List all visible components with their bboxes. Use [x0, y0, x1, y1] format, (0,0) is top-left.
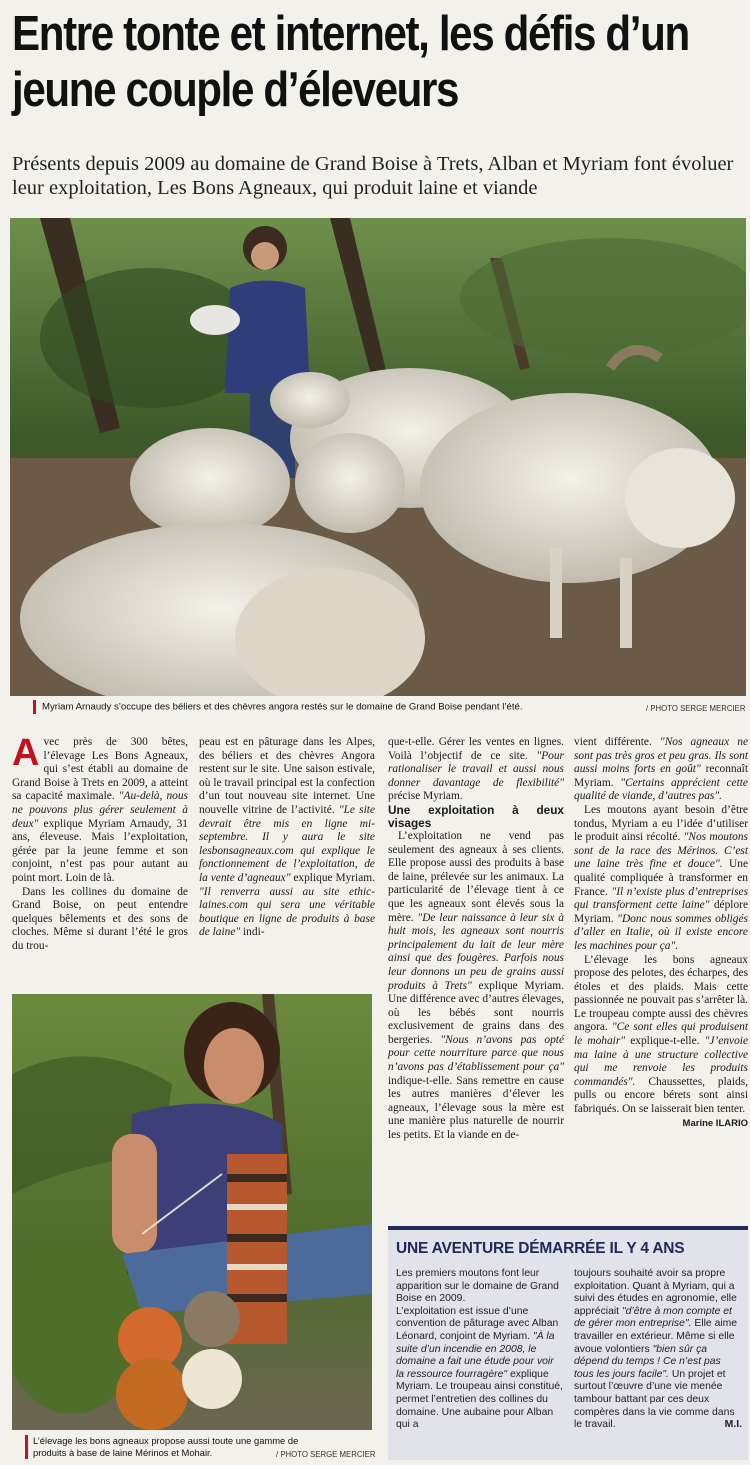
sidebar-column-left [396, 1268, 564, 1432]
col3-text-e: indique-t-elle. Sans remettre en cause les autres manières d’élever les agneaux, l’élevage sous la mère est une manière plus naturelle de nourrir les petits. Et la viande en de- [388, 1074, 564, 1142]
col4-quote-5: "Donc nous sommes obligés d’aller en Italie, où il existe encore les machines pour ça". [574, 912, 748, 952]
col4-text-a: vient différente. [574, 736, 660, 748]
sidebar-right-p1-end2: Un projet et surtout l’œuvre d’une vie menée tambour battant par ces deux compères dans la vie comme dans le travail. [574, 1368, 735, 1431]
col1-text-a: vec près de 300 bêtes, l’élevage Les Bons Agneaux, qui s’est établi au domaine de Grand Boise à Trets en 2009, a atteint sa capacité maximale. [12, 736, 188, 803]
col4-text-e: déplore Myriam. [574, 899, 748, 925]
caption-marker-2 [25, 1435, 28, 1459]
col4-quote-6: "Ce sont elles qui produisent le mohair" [574, 1021, 748, 1048]
col1-quote: "Au-delà, nous ne pouvons plus gérer seulement à deux" [12, 790, 188, 830]
col4-text-d: Une qualité compliquée à transformer en France. [574, 858, 748, 898]
sidebar-left-p1: Les premiers moutons font leur apparition sur le domaine de Grand Boise en 2009. [396, 1268, 559, 1305]
photo-knitting-shepherd [12, 994, 372, 1430]
photo1-caption-text: Myriam Arnaudy s’occupe des béliers et des chèvres angora restés sur le domaine de Grand Boise pendant l’été. [42, 701, 523, 713]
col4-text-f: L’élevage les bons agneaux propose des pelotes, des écharpes, des étoles et des plaids. Mais cette passionnée ne pouvait pas s’arrêter là. Le troupeau compte aussi des chèvres angora. [574, 953, 748, 1034]
caption-marker [33, 700, 36, 714]
byline: Marine ILARIO [682, 1117, 748, 1129]
col3-text-c: L’exploitation ne vend pas seulement des agneaux à ses clients. Elle propose aussi des produits à base de laine, prélevée sur les animaux. La particularité de l’élevage tient à ce que les agneaux sont élevés sous la mère. [388, 829, 564, 924]
photo1-caption [33, 700, 633, 714]
photo1-credit: / PHOTO SERGE MERCIER [646, 704, 746, 713]
col2-text-c: indi- [240, 926, 265, 939]
sidebar-left-p2: L’exploitation est issue d’une convention de pâturage avec Alban Léonard, conjoint de Myriam. [396, 1305, 559, 1342]
col4-text-c: Les moutons ayant besoin d’être tondus, Myriam a eu l’idée d’utiliser le produit ainsi récolté. [574, 803, 748, 844]
sidebar-left-p2-end: explique Myriam. Le troupeau ainsi constitué, permet l’entretien des collines du domaine. Une aubaine pour Alban qui a [396, 1368, 563, 1431]
col2-quote: "Le site devrait être mis en ligne mi-septembre. Il y aura le site lesbonsagneaux.com qui explique le fonctionnement de l’exploitation, de la vente d’agneaux" [199, 803, 375, 884]
col4-text-g: explique-t-elle. [625, 1035, 705, 1048]
col4-text-h: Chaussettes, plaids, pulls ou encore bérets sont ainsi fabriqués. On se laisserait bien tenter. [574, 1075, 748, 1116]
sidebar-right-p1: toujours souhaité avoir sa propre exploitation. Quant à Myriam, qui a suivi des études en agronomie, elle appréciait [574, 1268, 737, 1317]
sidebar-signature: M.I. [724, 1419, 742, 1431]
subheadline: Présents depuis 2009 au domaine de Grand Boise à Trets, Alban et Myriam font évoluer leur exploitation, Les Bons Agneaux, qui produit laine et viande [12, 153, 734, 199]
col4-quote-4: "Il n’existe plus d’entreprises qui transforment cette laine" [574, 885, 748, 912]
photo-goats-and-shepherd [10, 218, 746, 696]
intertitle: Une exploitation à deux visages [388, 802, 564, 830]
col2-text-b: explique Myriam. [290, 871, 375, 884]
photo2-caption-text: L’élevage les bons agneaux propose aussi toute une gamme de produits à base de laine Mérinos et Mohair. [33, 1435, 299, 1458]
col1-paragraph-2: Dans les collines du domaine de Grand Boise, on peut entendre quelques bêlements et des sons de cloches. Même si durant l’été le gros du trou- [12, 885, 188, 952]
sidebar-left-quote: "À la suite d’un incendie en 2008, le domaine a fait une étude pour voir la ressource fourragère" [396, 1330, 555, 1380]
col3-quote: "Pour rationaliser le travail et aussi nous donner davantage de flexibilité" [388, 749, 564, 789]
dropcap: A [12, 732, 40, 774]
sidebar-box [388, 1226, 748, 1460]
article-column-3 [388, 736, 564, 1143]
col4-quote-3: "Nos moutons sont de la race des Mérinos. C’est une laine très fine et douce". [574, 831, 748, 871]
headline: Entre tonte et internet, les défis d’un jeune couple d’éleveurs [12, 7, 689, 117]
col1-text-b: explique Myriam Arnaudy, 31 ans, éleveuse. Mais l’exploitation, gérée par la jeune femme et son conjoint, n’est pas pour autant au point mort. Loin de là. [12, 817, 188, 884]
sidebar-right-quote-2: "bien sûr ça dépend du temps ! Ce n’est pas tous les jours facile". [574, 1343, 721, 1380]
sidebar-column-right [574, 1268, 742, 1432]
article-column-2 [199, 736, 375, 940]
article-column-4 [574, 736, 748, 1130]
col2-quote-2: "Il renverra aussi au site ethic-laines.com qui sera une véritable boutique en ligne de produits à base de laine" [199, 885, 375, 939]
col2-text-a: peau est en pâturage dans les Alpes, des béliers et des chèvres Angora restent sur le site. Une saison estivale, où le travail principal est la confection d’un tout nouveau site internet. Une nouvelle vitrine de l’activité. [199, 736, 375, 816]
col4-quote-7: "J’envoie ma laine à une structure collective qui me renvoie les produits commandés". [574, 1035, 748, 1088]
sidebar-right-quote: "d’être à mon compte et de gérer mon entreprise". [574, 1305, 732, 1330]
photo2-credit: / PHOTO SERGE MERCIER [276, 1450, 376, 1459]
article-column-1 [12, 732, 188, 954]
col3-quote-2: "De leur naissance à leur six à huit mois, les agneaux sont nourris principalement du lait de leur mère ainsi que des fougères. Parfois nous leur donnons un peu de grains aussi produits à Trets" [388, 911, 564, 992]
sidebar-right-p1-end: Elle aime travailler en extérieur. Même si elle avoue volontiers [574, 1318, 738, 1355]
sidebar-title: UNE AVENTURE DÉMARRÉE IL Y 4 ANS [396, 1240, 685, 1257]
col3-text-d: explique Myriam. Une différence avec d’autres élevages, où les bébés sont nourris exclusivement de grains dans des bergeries. [388, 979, 564, 1046]
col4-quote-2: "Certains apprécient cette qualité de viande, d’autres pas". [574, 776, 748, 803]
col3-text-a: que-t-elle. Gérer les ventes en lignes. Voilà l’objectif de ce site. [388, 736, 564, 762]
col4-text-b: reconnaît Myriam. [574, 763, 749, 789]
col3-text-b: précise Myriam. [388, 790, 463, 803]
col4-quote: "Nos agneaux ne sont pas très gros et peu gras. Ils sont aussi moins forts en goût" [574, 736, 748, 776]
col3-quote-3: "Nous n’avons pas opté pour cette nourriture parce que nous n’avons pas d’établissement pour ça" [388, 1033, 565, 1074]
